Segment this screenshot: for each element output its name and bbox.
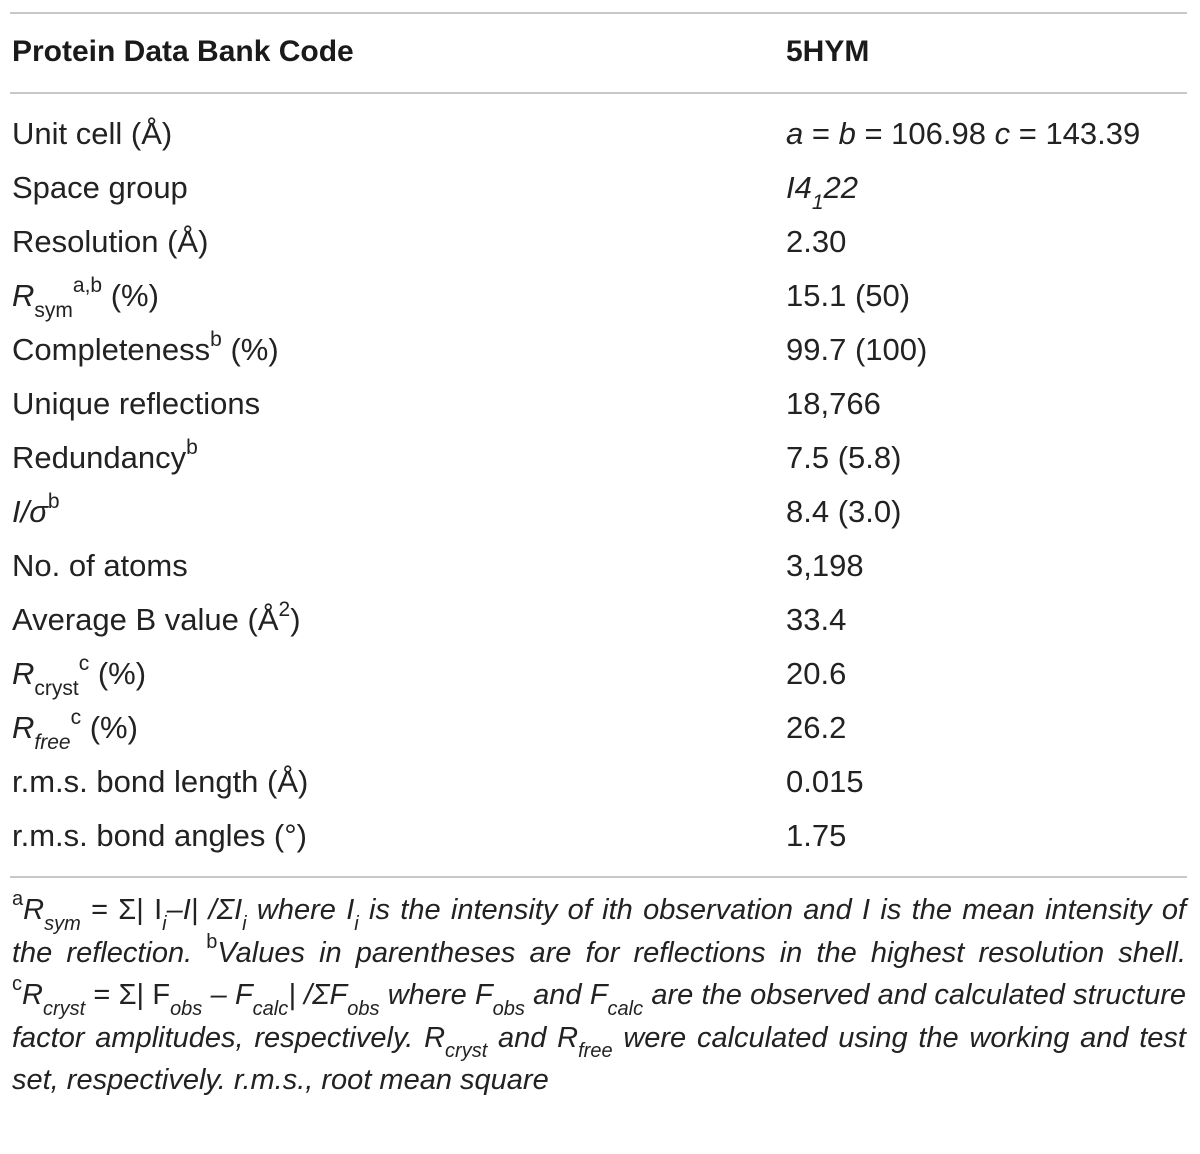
row-label: Resolution (Å) [12,224,209,259]
table-row [0,651,1200,708]
table-row [0,816,1200,870]
row-value: 2.30 [786,224,847,259]
table-footnotes: $^aR_{sym} = \Sigma|$ $I_i-I|$ $/\Sigma I_i$ where $I_i$ is the intensity of ith observation and I is the mean intensity of the reflection. $^b$Values in parentheses are for reflections in the highest resolution shell. $^cR_{cryst} = \Sigma|$ $F_{obs} - F_{calc}|$ $/\Sigma F_{obs}$ where $F_{obs}$ and $F_{calc}$ are the observed and calculated structure factor amplitudes, respectively. $R_{cryst}$ and $R_{free}$ were calculated using the working and test set, respectively. r.m.s., root mean square [12,888,1187,1096]
row-value: 3,198 [786,548,864,583]
row-value: 20.6 [786,656,847,691]
row-label: Unit cell (Å) [12,116,173,151]
row-value: 7.5 (5.8) [786,440,902,475]
table-row [0,327,1200,384]
row-value: a = b = 106.98 c = 143.39 [786,116,1141,151]
row-value: 1.75 [786,818,847,853]
row-label: $R_{free}^c$ (%) [12,705,138,755]
row-value: 0.015 [786,764,864,799]
table-top-rule [10,12,1187,14]
row-label: $R_{cryst}^c$ (%) [12,651,147,701]
row-value: 15.1 (50) [786,278,911,313]
row-label: r.m.s. bond angles (°) [12,818,307,853]
table-row [0,114,1200,168]
table-row [0,597,1200,654]
table-row [0,435,1200,492]
table-row [0,705,1200,762]
row-label: r.m.s. bond length (Å) [12,764,309,799]
table-row [0,168,1200,222]
table-row [0,222,1200,276]
row-label: $I/\sigma^b$ [12,489,60,529]
table-header-rule [10,92,1187,94]
row-label: No. of atoms [12,548,188,583]
table-row [0,273,1200,330]
row-value: 8.4 (3.0) [786,494,902,529]
table-row [0,489,1200,546]
table-bottom-rule [10,876,1187,878]
row-value: $I4_122$ [786,170,859,215]
row-label: Redundancy$^b$ [12,435,198,475]
header-pdb-code-label: Protein Data Bank Code [12,35,354,68]
footnote-b-mark: b [206,930,218,953]
row-label: Space group [12,170,188,205]
footnote-a-mark: a [12,888,24,911]
table-row [0,546,1200,600]
row-value: 33.4 [786,602,847,637]
table-row [0,762,1200,816]
row-value: 18,766 [786,386,881,421]
row-label: Average B value $(Å^2)$ [12,597,301,637]
header-pdb-code-value: 5HYM [786,35,870,68]
row-label: Unique reflections [12,386,261,421]
row-value: 26.2 [786,710,847,745]
row-label: $R_{sym}^{a,b}$ (%) [12,273,159,323]
row-label: Completeness$^b$ (%) [12,327,279,367]
footnote-c-mark: c [12,973,22,996]
table-row [0,384,1200,438]
row-value: 99.7 (100) [786,332,928,367]
